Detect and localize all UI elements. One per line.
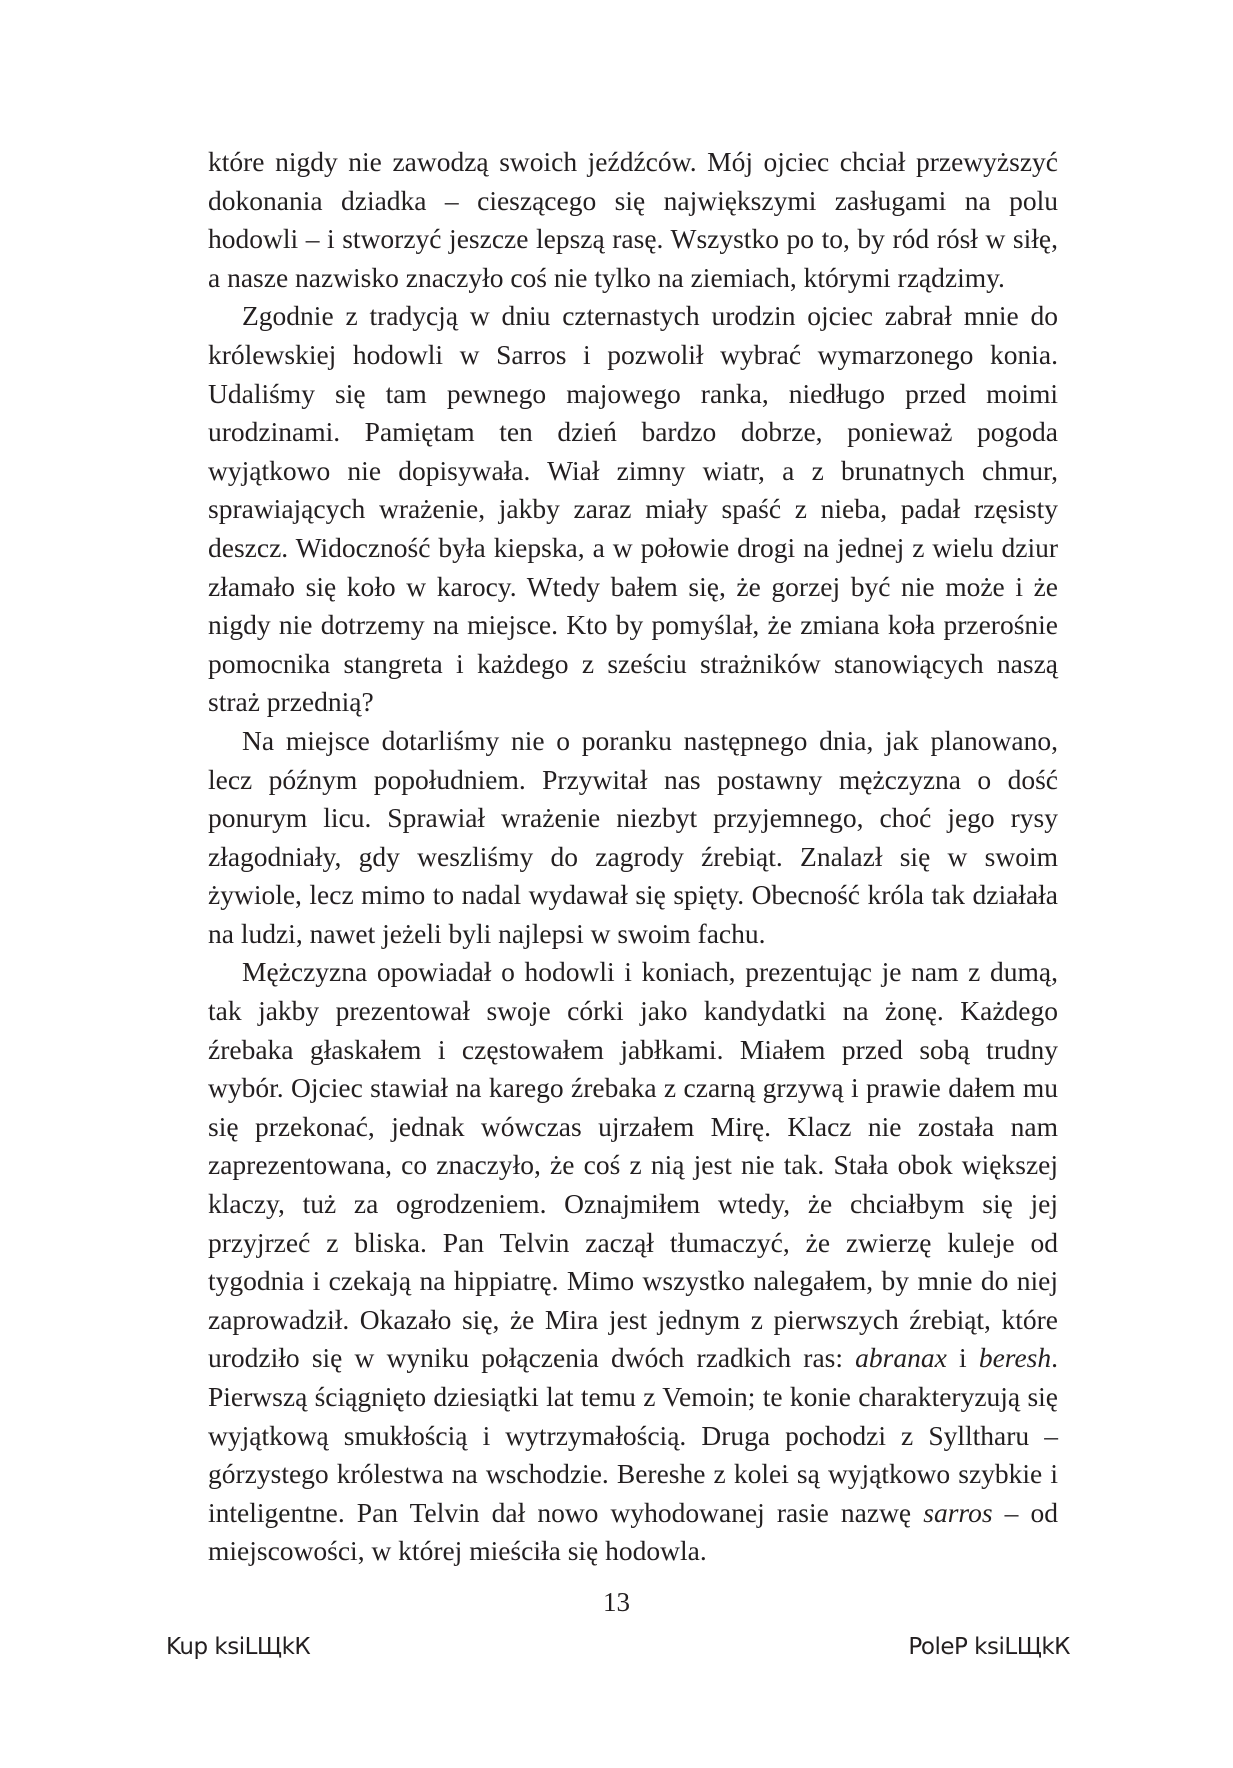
body-text bbox=[208, 143, 1058, 1571]
text-run: Na miejsce dotarliśmy nie o poranku następnego dnia, jak planowano, lecz późnym popołudniem. Przywitał nas postawny mężczyzna o dość ponurym licu. Sprawiał wrażenie niezbyt przyjemnego, choć jego rysy złagodniały, gdy weszliśmy do zagrody źrebiąt. Znalazł się w swoim żywiole, lecz mimo to nadal wydawał się spięty. Obecność króla tak działała na ludzi, nawet jeżeli byli najlepsi w swoim fachu. bbox=[208, 724, 1058, 949]
text-run: Zgodnie z tradycją w dniu czternastych urodzin ojciec zabrał mnie do królewskiej hodowli w Sarros i pozwolił wybrać wymarzonego konia. Udaliśmy się tam pewnego majowego ranka, niedługo przed moimi urodzinami. Pamiętam ten dzień bardzo dobrze, ponieważ pogoda wyjątkowo nie dopisywała. Wiał zimny wiatr, a z brunatnych chmur, sprawiających wrażenie, jakby zaraz miały spaść z nieba, padał rzęsisty deszcz. Widoczność była kiepska, a w połowie drogi na jednej z wielu dziur złamało się koło w karocy. Wtedy bałem się, że gorzej być nie może i że nigdy nie dotrzemy na miejsce. Kto by pomyślał, że zmiana koła przerośnie pomocnika stangreta i każdego z sześciu strażników stanowiących naszą straż przednią? bbox=[208, 300, 1058, 718]
italic-term: beresh bbox=[978, 1342, 1052, 1374]
italic-term: sarros bbox=[923, 1496, 993, 1528]
italic-term: abranax bbox=[855, 1342, 947, 1374]
text-run: Mężczyzna opowiadał o hodowli i koniach, prezentując je nam z dumą, tak jakby prezentował swoje córki jako kandydatki na żonę. Każdego źrebaka głaskałem i częstowałem jabłkami. Miałem przed sobą trudny wybór. Ojciec stawiał na karego źrebaka z czarną grzywą i prawie dałem mu się przekonać, jednak wówczas ujrzałem Mirę. Klacz nie została nam zaprezentowana, co znaczyło, że coś z nią jest nie tak. Stała obok większej klaczy, tuż za ogrodzeniem. Oznajmiłem wtedy, że chciałbym się jej przyjrzeć z bliska. Pan Telvin zaczął tłumaczyć, że zwierzę kuleje od tygodnia i czekają na hippiatrę. Mimo wszystko nalegałem, by mnie do niej zaprowadził. Okazało się, że Mira jest jednym z pierwszych źrebiąt, które urodziło się w wyniku połączenia dwóch rzadkich ras: bbox=[208, 956, 1058, 1374]
paragraph bbox=[208, 143, 1058, 297]
paragraph bbox=[208, 953, 1058, 1571]
text-run: i bbox=[946, 1342, 979, 1374]
paragraph bbox=[208, 722, 1058, 954]
recommend-book-link[interactable]: PoleР ksiLЩkК bbox=[908, 1634, 1070, 1660]
text-run: . Pierwszą ściągnięto dziesiątki lat temu z Vemoin; te konie charakteryzują się wyjątkową smukłością i wytrzymałością. Druga pochodzi z Sylltharu – górzystego królestwa na wschodzie. Bereshe z kolei są wyjątkowo szybkie i inteligentne. Pan Telvin dał nowo wyhodowanej rasie nazwę bbox=[208, 1342, 1058, 1528]
buy-book-link[interactable]: Kup ksiLЩkК bbox=[166, 1634, 311, 1660]
text-run: – od miejscowości, w której mieściła się hodowla. bbox=[208, 1496, 1058, 1567]
paragraph bbox=[208, 297, 1058, 722]
page-number: 13 bbox=[603, 1587, 630, 1617]
text-run: które nigdy nie zawodzą swoich jeźdźców. Mój ojciec chciał przewyższyć dokonania dziadka – cieszącego się największymi zasługami na polu hodowli – i stworzyć jeszcze lepszą rasę. Wszystko po to, by ród rósł w siłę, a nasze nazwisko znaczyło coś nie tylko na ziemiach, którymi rządzimy. bbox=[208, 146, 1058, 293]
